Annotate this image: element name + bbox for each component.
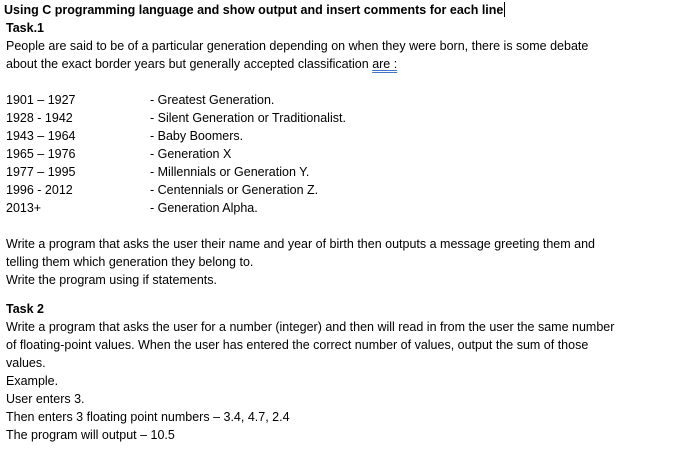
generation-name: - Silent Generation or Traditionalist.	[150, 111, 346, 125]
task2-line2: of floating-point values. When the user has entered the correct number of values, output the sum of those	[6, 338, 589, 352]
task1-instruction-line1: Write a program that asks the user their name and year of birth then outputs a message greeting them and	[6, 237, 595, 251]
spellcheck-underlined-word: are :	[372, 57, 398, 71]
task1-instruction-line2: telling them which generation they belong to.	[6, 255, 254, 269]
task1-heading: Task.1	[6, 21, 44, 35]
generation-years: 2013+	[6, 201, 42, 215]
generation-years: 1943 – 1964	[6, 129, 76, 143]
generation-years: 1965 – 1976	[6, 147, 76, 161]
task2-line1: Write a program that asks the user for a number (integer) and then will read in from the user the same number	[6, 320, 615, 334]
task1-intro-line2-text: about the exact border years but generally accepted classification	[6, 57, 373, 71]
task2-example-line2: Then enters 3 floating point numbers – 3.4, 4.7, 2.4	[6, 410, 290, 424]
generation-name: - Millennials or Generation Y.	[150, 165, 310, 179]
text-cursor	[504, 2, 505, 17]
task1-intro-line1: People are said to be of a particular generation depending on when they were born, there is some debate	[6, 39, 589, 53]
task2-example-line3: The program will output – 10.5	[6, 428, 175, 442]
generation-years: 1901 – 1927	[6, 93, 76, 107]
generation-years: 1928 - 1942	[6, 111, 73, 125]
generation-years: 1996 - 2012	[6, 183, 73, 197]
task2-line3: values.	[6, 356, 46, 370]
task2-example-line1: User enters 3.	[6, 392, 85, 406]
generation-name: - Baby Boomers.	[150, 129, 244, 143]
task1-instruction-line3: Write the program using if statements.	[6, 273, 217, 287]
generation-name: - Generation Alpha.	[150, 201, 258, 215]
title-text: Using C programming language and show output and insert comments for each line	[4, 3, 504, 17]
generation-name: - Centennials or Generation Z.	[150, 183, 319, 197]
generation-name: - Generation X	[150, 147, 232, 161]
task2-example-label: Example.	[6, 374, 59, 388]
task2-heading: Task 2	[6, 302, 44, 316]
generation-name: - Greatest Generation.	[150, 93, 275, 107]
task1-intro-line2	[6, 55, 397, 73]
generation-years: 1977 – 1995	[6, 165, 76, 179]
document-title	[4, 1, 505, 19]
